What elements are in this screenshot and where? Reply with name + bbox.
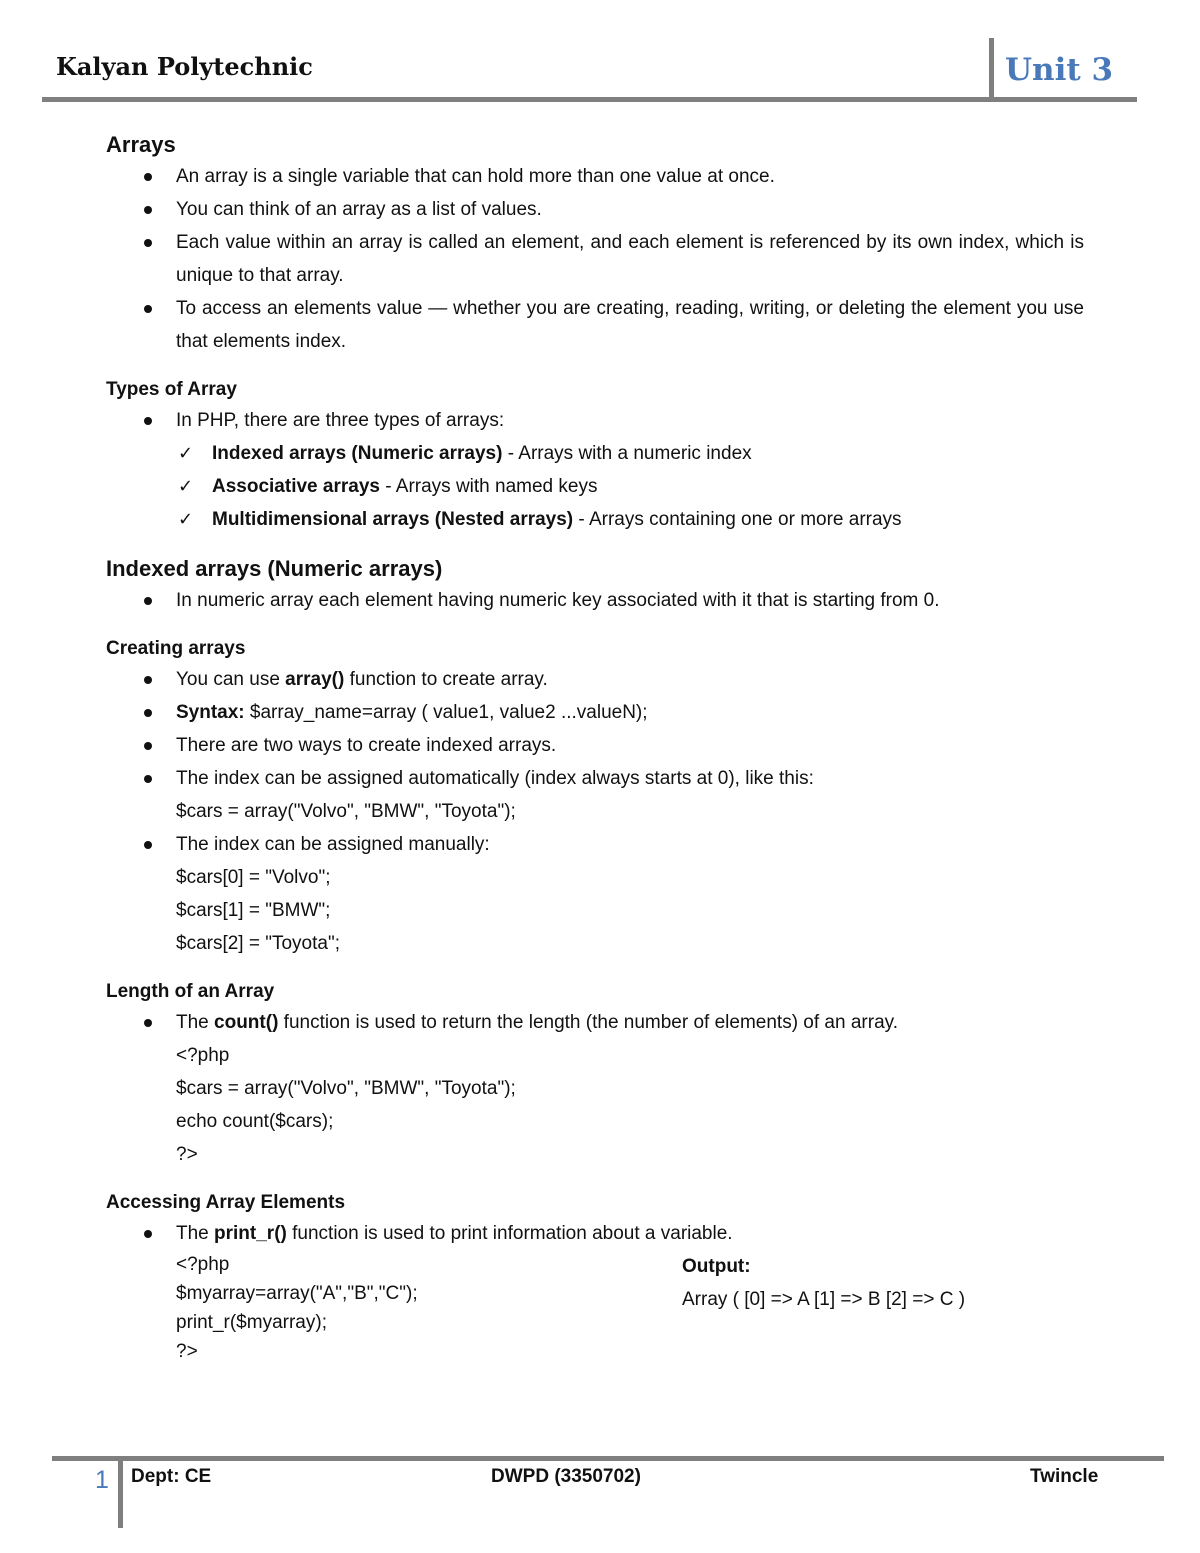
list-item (106, 663, 1084, 696)
description: - Arrays with named keys (379, 476, 598, 497)
syntax-label: Syntax: (176, 702, 245, 723)
code-line: $myarray=array("A","B","C"); (176, 1283, 418, 1304)
code-output-columns (106, 1250, 1084, 1366)
list-item: Each value within an array is called an element, and each element is referenced by its own index, which is unique to that array. (106, 226, 1084, 292)
indexed-list (106, 584, 1084, 617)
function-name: print_r() (214, 1223, 287, 1244)
checkmark-icon: ✓ (178, 443, 194, 463)
list-item: An array is a single variable that can hold more than one value at once. (106, 160, 1084, 193)
heading-indexed-arrays: Indexed arrays (Numeric arrays) (106, 556, 443, 581)
code-line: echo count($cars); (176, 1111, 334, 1132)
code-line: $cars[1] = "BMW"; (176, 900, 331, 921)
text: The index can be assigned manually: (176, 834, 490, 855)
term: Indexed arrays (Numeric arrays) (212, 443, 503, 464)
code-line: $cars[2] = "Toyota"; (176, 933, 340, 954)
heading-types-of-array: Types of Array (106, 379, 237, 400)
list-item (106, 696, 1084, 729)
heading-creating-arrays: Creating arrays (106, 638, 246, 659)
types-list (106, 404, 1084, 536)
list-item: To access an elements value — whether you are creating, reading, writing, or deleting the element you use that elements index. (106, 292, 1084, 358)
function-name: count() (214, 1012, 279, 1033)
code-line: $cars = array("Volvo", "BMW", "Toyota"); (176, 801, 516, 822)
code-line: <?php (176, 1254, 230, 1275)
list-item (106, 1006, 1084, 1039)
text: The index can be assigned automatically (index always starts at 0), like this: (176, 768, 814, 789)
footer-divider-vertical (118, 1458, 123, 1528)
text: The (176, 1012, 215, 1033)
footer-author: Twincle (1030, 1466, 1099, 1487)
check-item (106, 470, 1084, 503)
text: The (176, 1223, 215, 1244)
check-item (106, 503, 1084, 536)
institution-name: Kalyan Polytechnic (56, 52, 313, 81)
unit-label: Unit 3 (1005, 52, 1114, 88)
code-line: $cars[0] = "Volvo"; (176, 867, 331, 888)
page-number: 1 (95, 1466, 109, 1494)
code-line: print_r($myarray); (176, 1312, 327, 1333)
header-divider-vertical (989, 38, 994, 100)
footer-dept: Dept: CE (131, 1466, 212, 1487)
list-item: There are two ways to create indexed arrays. (106, 729, 1084, 762)
list-item: In PHP, there are three types of arrays: (106, 404, 1084, 437)
description: - Arrays containing one or more arrays (573, 509, 902, 530)
output-block (682, 1250, 965, 1366)
term: Associative arrays (212, 476, 380, 497)
function-name: array() (285, 669, 345, 690)
checkmark-icon: ✓ (178, 476, 194, 496)
check-item (106, 437, 1084, 470)
text: function to create array. (344, 669, 548, 690)
heading-length-of-array: Length of an Array (106, 981, 275, 1002)
footer-rule (52, 1456, 1164, 1461)
description: - Arrays with a numeric index (502, 443, 752, 464)
code-line: ?> (176, 1341, 198, 1362)
list-item (106, 828, 1084, 960)
footer-subject: DWPD (3350702) (491, 1466, 641, 1487)
list-item (106, 762, 1084, 828)
list-item (106, 1217, 1084, 1250)
page-content (106, 130, 1084, 1366)
code-line: ?> (176, 1144, 198, 1165)
output-value: Array ( [0] => A [1] => B [2] => C ) (682, 1289, 966, 1310)
code-block-count (106, 1039, 1084, 1171)
list-item: You can think of an array as a list of values. (106, 193, 1084, 226)
code-line: $cars = array("Volvo", "BMW", "Toyota"); (176, 1078, 516, 1099)
heading-arrays: Arrays (106, 132, 176, 157)
list-item: In numeric array each element having numeric key associated with it that is starting from 0. (106, 584, 1084, 617)
code-line: <?php (176, 1045, 230, 1066)
term: Multidimensional arrays (Nested arrays) (212, 509, 574, 530)
text: function is used to return the length (the number of elements) of an array. (278, 1012, 899, 1033)
text: You can use (176, 669, 286, 690)
checkmark-icon: ✓ (178, 509, 194, 529)
output-label: Output: (682, 1256, 751, 1277)
creating-list (106, 663, 1084, 960)
arrays-bullet-list (106, 160, 1084, 358)
syntax-text: $array_name=array ( value1, value2 ...valueN); (244, 702, 648, 723)
length-list (106, 1006, 1084, 1039)
heading-accessing-elements: Accessing Array Elements (106, 1192, 346, 1213)
text: function is used to print information about a variable. (286, 1223, 733, 1244)
code-block-print-r (106, 1250, 682, 1366)
header-rule (42, 97, 1137, 102)
accessing-list (106, 1217, 1084, 1250)
